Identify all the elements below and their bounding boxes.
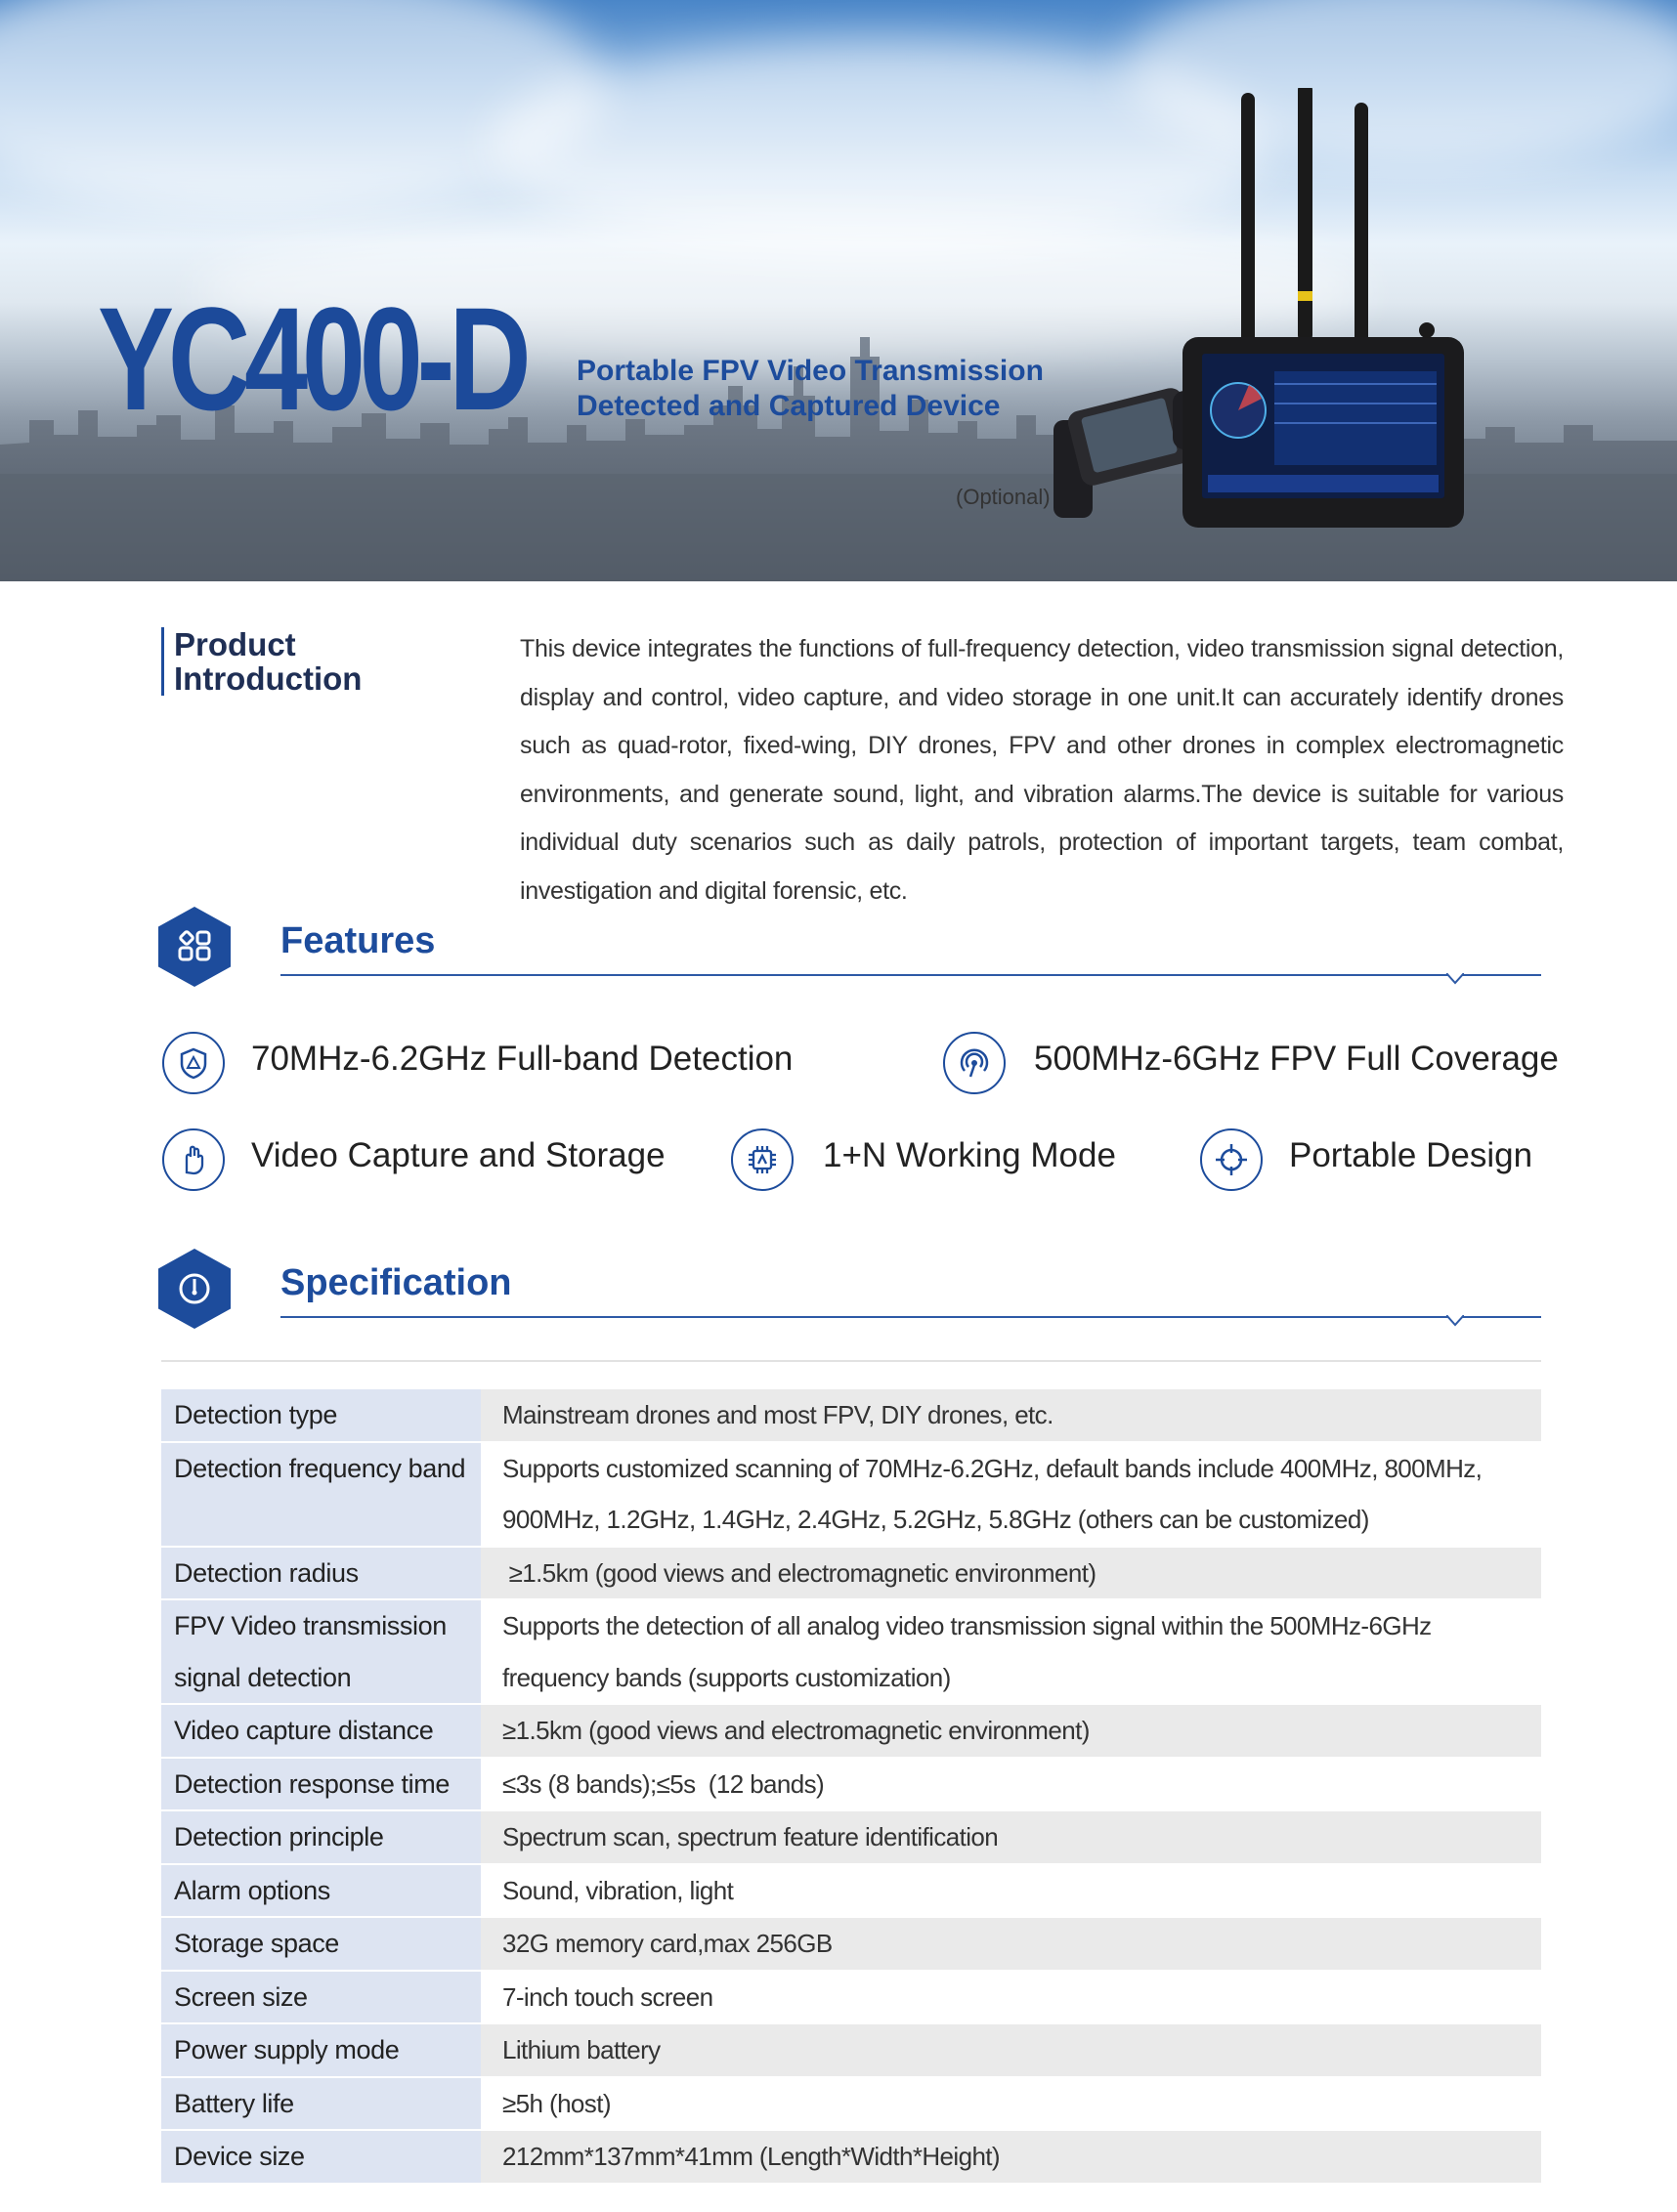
specification-section-icon	[158, 1249, 231, 1329]
product-model-title: YC400-D	[98, 276, 526, 441]
spec-value-line: Supports the detection of all analog video transmission signal within the 500MHz-6GHz	[502, 1611, 1432, 1640]
product-introduction-heading	[161, 627, 362, 696]
spec-key: Screen size	[161, 1972, 481, 2023]
spec-key: Battery life	[161, 2078, 481, 2130]
table-row	[161, 1865, 1541, 1919]
spec-key: Detection type	[161, 1389, 481, 1441]
table-row	[161, 1600, 1541, 1705]
spec-key: Device size	[161, 2131, 481, 2183]
spec-key: Detection response time	[161, 1759, 481, 1810]
spec-value	[481, 1443, 1541, 1546]
spec-value: ≥1.5km (good views and electromagnetic environment)	[481, 1548, 1541, 1599]
feature-label: 1+N Working Mode	[823, 1136, 1116, 1174]
hero-banner	[0, 0, 1677, 581]
crosshair-icon	[1214, 1142, 1249, 1177]
table-row	[161, 1811, 1541, 1865]
table-row	[161, 2024, 1541, 2078]
antenna	[1241, 93, 1255, 347]
features-section-icon	[158, 907, 231, 987]
table-row	[161, 1548, 1541, 1601]
feature-crosshair-icon	[1200, 1128, 1263, 1191]
table-row	[161, 1972, 1541, 2025]
product-introduction-text: This device integrates the functions of full-frequency detection, video transmission signal detection, display and control, video capture, and video storage in one unit.It can accurately identify drones such as quad-rotor, fixed-wing, DIY drones, FPV and other drones in complex electromagnetic environments, and generate sound, light, and vibration alarms.The device is suitable for various individual duty scenarios such as daily patrols, protection of important targets, team combat, investigation and digital forensic, etc.	[520, 635, 1564, 905]
spec-value: ≥5h (host)	[481, 2078, 1541, 2130]
features-title: Features	[280, 920, 436, 961]
subtitle-line: Detected and Captured Device	[577, 390, 1001, 422]
spec-top-rule	[161, 1360, 1541, 1362]
antenna	[1298, 88, 1312, 342]
spec-value	[481, 1600, 1541, 1703]
device-illustration	[1036, 88, 1485, 537]
spec-key: Detection frequency band	[161, 1443, 481, 1546]
spec-value: 32G memory card,max 256GB	[481, 1918, 1541, 1970]
spec-value: Lithium battery	[481, 2024, 1541, 2076]
spec-value: 7-inch touch screen	[481, 1972, 1541, 2023]
feature-label: Video Capture and Storage	[251, 1136, 666, 1174]
spec-value: ≥1.5km (good views and electromagnetic environment)	[481, 1705, 1541, 1757]
spec-key: Detection principle	[161, 1811, 481, 1863]
table-row	[161, 1918, 1541, 1972]
table-row	[161, 1759, 1541, 1812]
chip-icon	[745, 1142, 780, 1177]
subtitle-line: Portable FPV Video Transmission	[577, 355, 1044, 387]
feature-hand-icon	[162, 1128, 225, 1191]
feature-chip-icon	[731, 1128, 794, 1191]
spec-value: Mainstream drones and most FPV, DIY drones, etc.	[481, 1389, 1541, 1441]
feature-label: 70MHz-6.2GHz Full-band Detection	[251, 1040, 794, 1078]
heading-line: Product	[174, 626, 296, 662]
specification-table	[161, 1389, 1541, 2185]
spec-value: Sound, vibration, light	[481, 1865, 1541, 1917]
spec-key: Detection radius	[161, 1548, 481, 1599]
antenna	[1354, 103, 1368, 347]
hand-icon	[177, 1143, 210, 1176]
spec-value: Spectrum scan, spectrum feature identification	[481, 1811, 1541, 1863]
spec-value-line: 900MHz, 1.2GHz, 1.4GHz, 2.4GHz, 5.2GHz, 5.8GHz (others can be customized)	[502, 1505, 1369, 1534]
spec-key: Video capture distance	[161, 1705, 481, 1757]
table-row	[161, 1389, 1541, 1443]
table-row	[161, 1705, 1541, 1759]
spec-key: Storage space	[161, 1918, 481, 1970]
spec-key	[161, 1600, 481, 1703]
spec-value-line: frequency bands (supports customization)	[502, 1662, 951, 1692]
heading-line: Introduction	[174, 660, 363, 697]
table-row	[161, 1443, 1541, 1548]
spec-value: ≤3s (8 bands);≤5s (12 bands)	[481, 1759, 1541, 1810]
divider-notch	[1446, 973, 1464, 991]
optional-note: (Optional)	[956, 485, 1051, 509]
feature-signal-icon	[943, 1032, 1006, 1094]
product-subtitle	[577, 354, 1044, 424]
spec-key: Alarm options	[161, 1865, 481, 1917]
spec-key: Power supply mode	[161, 2024, 481, 2076]
signal-icon	[957, 1045, 992, 1081]
specification-title: Specification	[280, 1262, 512, 1303]
grid-icon	[176, 928, 213, 965]
features-divider	[280, 974, 1541, 976]
specification-divider	[280, 1316, 1541, 1318]
table-row	[161, 2078, 1541, 2132]
divider-notch	[1446, 1315, 1464, 1333]
spec-value-line: Supports customized scanning of 70MHz-6.2GHz, default bands include 400MHz, 800MHz,	[502, 1453, 1483, 1483]
spec-key-line: FPV Video transmission	[174, 1611, 447, 1640]
table-row	[161, 2131, 1541, 2185]
feature-shield-icon	[162, 1032, 225, 1094]
spec-value: 212mm*137mm*41mm (Length*Width*Height)	[481, 2131, 1541, 2183]
spec-key-line: signal detection	[174, 1662, 352, 1692]
gauge-icon	[175, 1269, 214, 1308]
feature-label: 500MHz-6GHz FPV Full Coverage	[1034, 1040, 1559, 1078]
shield-icon	[177, 1046, 210, 1080]
feature-label: Portable Design	[1289, 1136, 1533, 1174]
